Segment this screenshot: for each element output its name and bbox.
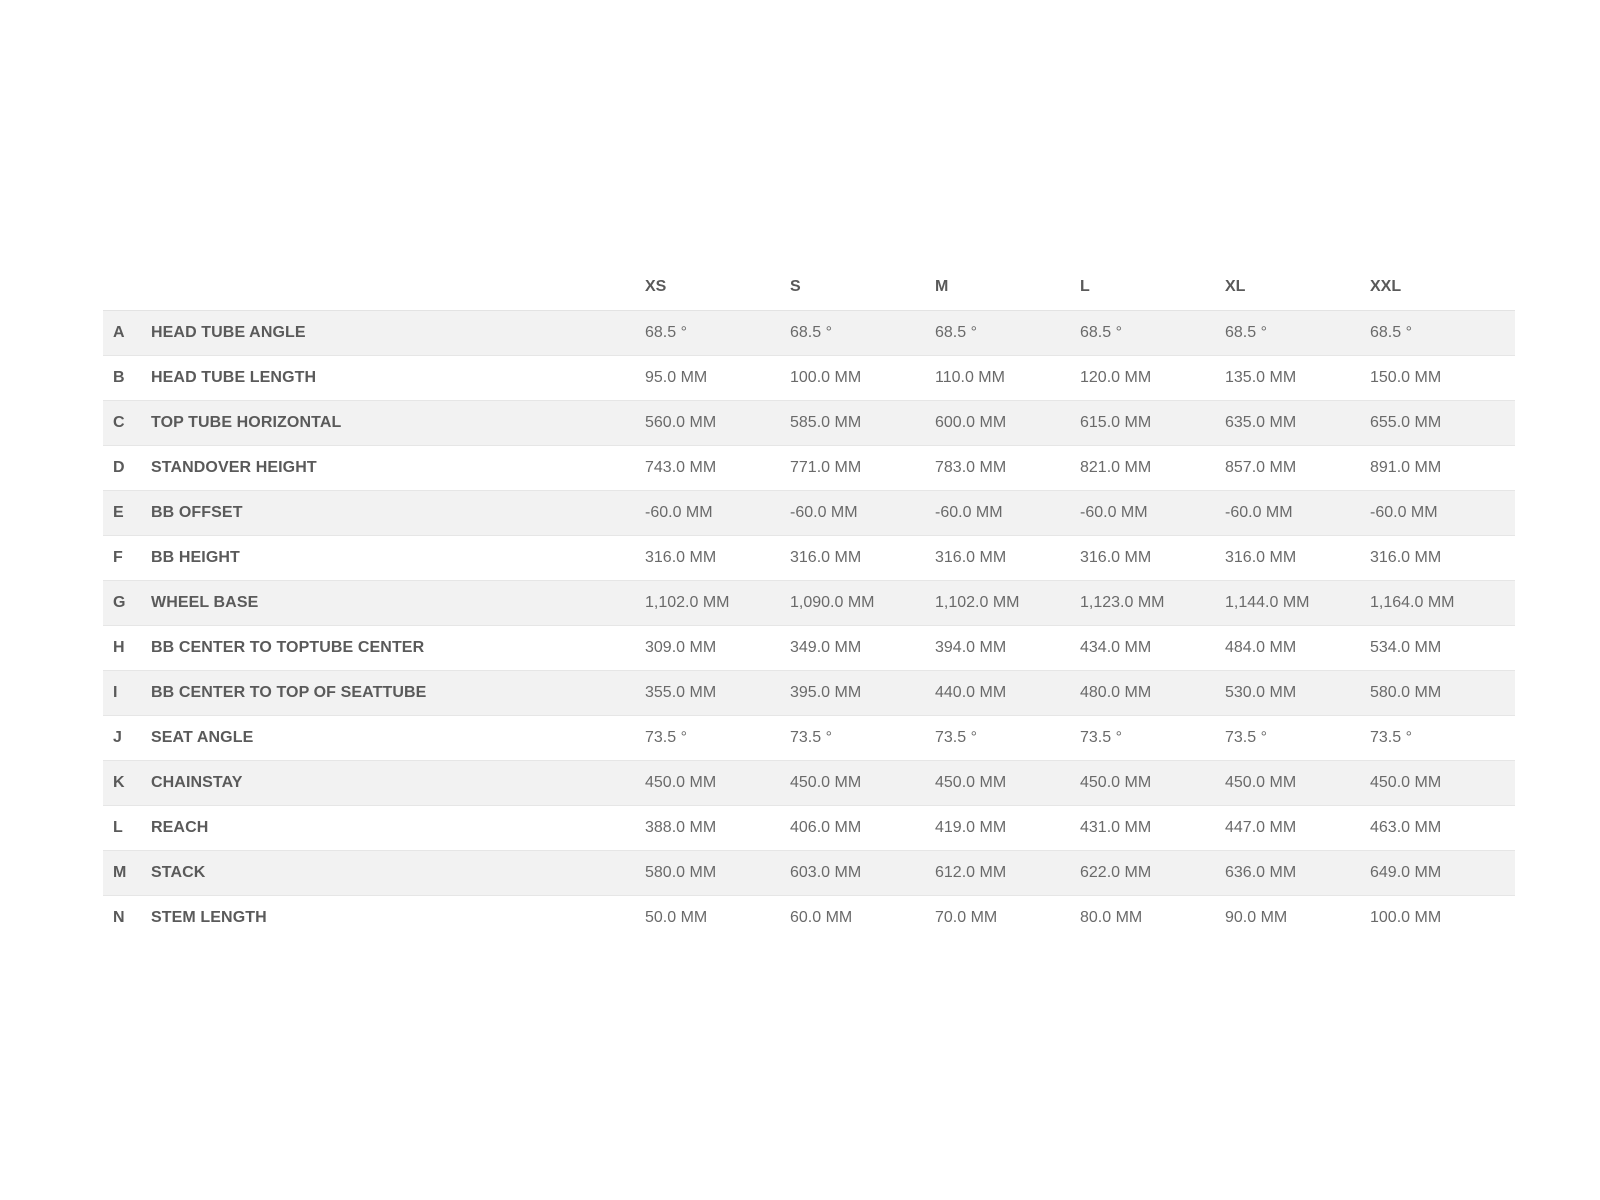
row-value: 50.0 MM xyxy=(645,896,790,941)
row-value: 73.5 ° xyxy=(935,716,1080,761)
row-value: 68.5 ° xyxy=(935,311,1080,356)
row-label: WHEEL BASE xyxy=(151,581,645,626)
row-value: 434.0 MM xyxy=(1080,626,1225,671)
row-value: 603.0 MM xyxy=(790,851,935,896)
row-value: 135.0 MM xyxy=(1225,356,1370,401)
row-value: 68.5 ° xyxy=(790,311,935,356)
row-value: 1,090.0 MM xyxy=(790,581,935,626)
row-value: 406.0 MM xyxy=(790,806,935,851)
row-value: 100.0 MM xyxy=(790,356,935,401)
row-label: TOP TUBE HORIZONTAL xyxy=(151,401,645,446)
table-row xyxy=(103,356,1515,401)
row-value: 560.0 MM xyxy=(645,401,790,446)
row-value: 73.5 ° xyxy=(645,716,790,761)
row-letter: G xyxy=(103,581,151,626)
row-letter: J xyxy=(103,716,151,761)
row-value: 68.5 ° xyxy=(1225,311,1370,356)
table-header xyxy=(103,264,1515,311)
row-value: 355.0 MM xyxy=(645,671,790,716)
row-label: STANDOVER HEIGHT xyxy=(151,446,645,491)
row-label: STACK xyxy=(151,851,645,896)
row-label: HEAD TUBE LENGTH xyxy=(151,356,645,401)
row-value: 635.0 MM xyxy=(1225,401,1370,446)
table-row xyxy=(103,401,1515,446)
table-row xyxy=(103,491,1515,536)
row-value: 530.0 MM xyxy=(1225,671,1370,716)
row-value: 480.0 MM xyxy=(1080,671,1225,716)
row-label: BB CENTER TO TOPTUBE CENTER xyxy=(151,626,645,671)
row-value: 484.0 MM xyxy=(1225,626,1370,671)
row-value: 431.0 MM xyxy=(1080,806,1225,851)
row-value: 580.0 MM xyxy=(1370,671,1515,716)
row-value: -60.0 MM xyxy=(645,491,790,536)
row-label: CHAINSTAY xyxy=(151,761,645,806)
row-value: 649.0 MM xyxy=(1370,851,1515,896)
row-value: 585.0 MM xyxy=(790,401,935,446)
row-value: 388.0 MM xyxy=(645,806,790,851)
row-value: 463.0 MM xyxy=(1370,806,1515,851)
row-value: 580.0 MM xyxy=(645,851,790,896)
header-letter-cell xyxy=(103,264,151,311)
row-value: 68.5 ° xyxy=(645,311,790,356)
size-header-xxl: XXL xyxy=(1370,264,1515,311)
size-header-s: S xyxy=(790,264,935,311)
row-value: 60.0 MM xyxy=(790,896,935,941)
row-value: 1,164.0 MM xyxy=(1370,581,1515,626)
row-value: 95.0 MM xyxy=(645,356,790,401)
row-label: STEM LENGTH xyxy=(151,896,645,941)
row-value: 440.0 MM xyxy=(935,671,1080,716)
table-row xyxy=(103,671,1515,716)
row-letter: D xyxy=(103,446,151,491)
row-letter: N xyxy=(103,896,151,941)
row-value: 68.5 ° xyxy=(1080,311,1225,356)
row-value: -60.0 MM xyxy=(935,491,1080,536)
row-value: 450.0 MM xyxy=(790,761,935,806)
row-value: 90.0 MM xyxy=(1225,896,1370,941)
row-value: 1,144.0 MM xyxy=(1225,581,1370,626)
row-value: -60.0 MM xyxy=(1225,491,1370,536)
header-label-cell xyxy=(151,264,645,311)
row-letter: M xyxy=(103,851,151,896)
row-value: 615.0 MM xyxy=(1080,401,1225,446)
table-row xyxy=(103,806,1515,851)
row-value: 80.0 MM xyxy=(1080,896,1225,941)
row-value: 316.0 MM xyxy=(1080,536,1225,581)
row-letter: A xyxy=(103,311,151,356)
row-letter: E xyxy=(103,491,151,536)
table-row xyxy=(103,851,1515,896)
row-value: 316.0 MM xyxy=(1370,536,1515,581)
size-header-xl: XL xyxy=(1225,264,1370,311)
row-value: 316.0 MM xyxy=(1225,536,1370,581)
row-letter: B xyxy=(103,356,151,401)
table-row xyxy=(103,626,1515,671)
table-row xyxy=(103,581,1515,626)
row-value: 1,123.0 MM xyxy=(1080,581,1225,626)
row-value: 1,102.0 MM xyxy=(645,581,790,626)
row-value: 120.0 MM xyxy=(1080,356,1225,401)
row-label: BB HEIGHT xyxy=(151,536,645,581)
table-row xyxy=(103,716,1515,761)
row-value: 450.0 MM xyxy=(1225,761,1370,806)
row-value: 73.5 ° xyxy=(1370,716,1515,761)
row-label: HEAD TUBE ANGLE xyxy=(151,311,645,356)
table-row xyxy=(103,761,1515,806)
row-letter: K xyxy=(103,761,151,806)
row-value: 1,102.0 MM xyxy=(935,581,1080,626)
size-header-m: M xyxy=(935,264,1080,311)
table-row xyxy=(103,311,1515,356)
row-value: 771.0 MM xyxy=(790,446,935,491)
row-value: -60.0 MM xyxy=(1080,491,1225,536)
row-value: 783.0 MM xyxy=(935,446,1080,491)
row-value: 612.0 MM xyxy=(935,851,1080,896)
row-value: 821.0 MM xyxy=(1080,446,1225,491)
row-value: 450.0 MM xyxy=(645,761,790,806)
row-value: 622.0 MM xyxy=(1080,851,1225,896)
row-value: 450.0 MM xyxy=(935,761,1080,806)
row-value: 73.5 ° xyxy=(1225,716,1370,761)
row-value: 70.0 MM xyxy=(935,896,1080,941)
row-value: 534.0 MM xyxy=(1370,626,1515,671)
row-value: 891.0 MM xyxy=(1370,446,1515,491)
table-row xyxy=(103,536,1515,581)
row-value: 419.0 MM xyxy=(935,806,1080,851)
row-value: 394.0 MM xyxy=(935,626,1080,671)
row-value: 316.0 MM xyxy=(790,536,935,581)
row-letter: C xyxy=(103,401,151,446)
size-header-xs: XS xyxy=(645,264,790,311)
row-value: 600.0 MM xyxy=(935,401,1080,446)
row-label: BB CENTER TO TOP OF SEATTUBE xyxy=(151,671,645,716)
size-header-l: L xyxy=(1080,264,1225,311)
row-value: 309.0 MM xyxy=(645,626,790,671)
row-value: 73.5 ° xyxy=(1080,716,1225,761)
row-label: BB OFFSET xyxy=(151,491,645,536)
row-letter: H xyxy=(103,626,151,671)
table-body xyxy=(103,311,1515,941)
row-value: 395.0 MM xyxy=(790,671,935,716)
table-row xyxy=(103,446,1515,491)
row-label: SEAT ANGLE xyxy=(151,716,645,761)
row-letter: F xyxy=(103,536,151,581)
header-row xyxy=(103,264,1515,311)
row-label: REACH xyxy=(151,806,645,851)
row-value: 857.0 MM xyxy=(1225,446,1370,491)
row-value: 349.0 MM xyxy=(790,626,935,671)
row-value: -60.0 MM xyxy=(1370,491,1515,536)
row-value: 450.0 MM xyxy=(1080,761,1225,806)
row-value: 316.0 MM xyxy=(645,536,790,581)
row-value: 743.0 MM xyxy=(645,446,790,491)
row-value: -60.0 MM xyxy=(790,491,935,536)
row-value: 450.0 MM xyxy=(1370,761,1515,806)
row-value: 68.5 ° xyxy=(1370,311,1515,356)
row-value: 447.0 MM xyxy=(1225,806,1370,851)
geometry-table xyxy=(103,264,1515,940)
row-value: 73.5 ° xyxy=(790,716,935,761)
row-value: 316.0 MM xyxy=(935,536,1080,581)
row-value: 110.0 MM xyxy=(935,356,1080,401)
row-letter: I xyxy=(103,671,151,716)
row-value: 636.0 MM xyxy=(1225,851,1370,896)
row-value: 655.0 MM xyxy=(1370,401,1515,446)
row-value: 150.0 MM xyxy=(1370,356,1515,401)
row-value: 100.0 MM xyxy=(1370,896,1515,941)
table-row xyxy=(103,896,1515,941)
row-letter: L xyxy=(103,806,151,851)
